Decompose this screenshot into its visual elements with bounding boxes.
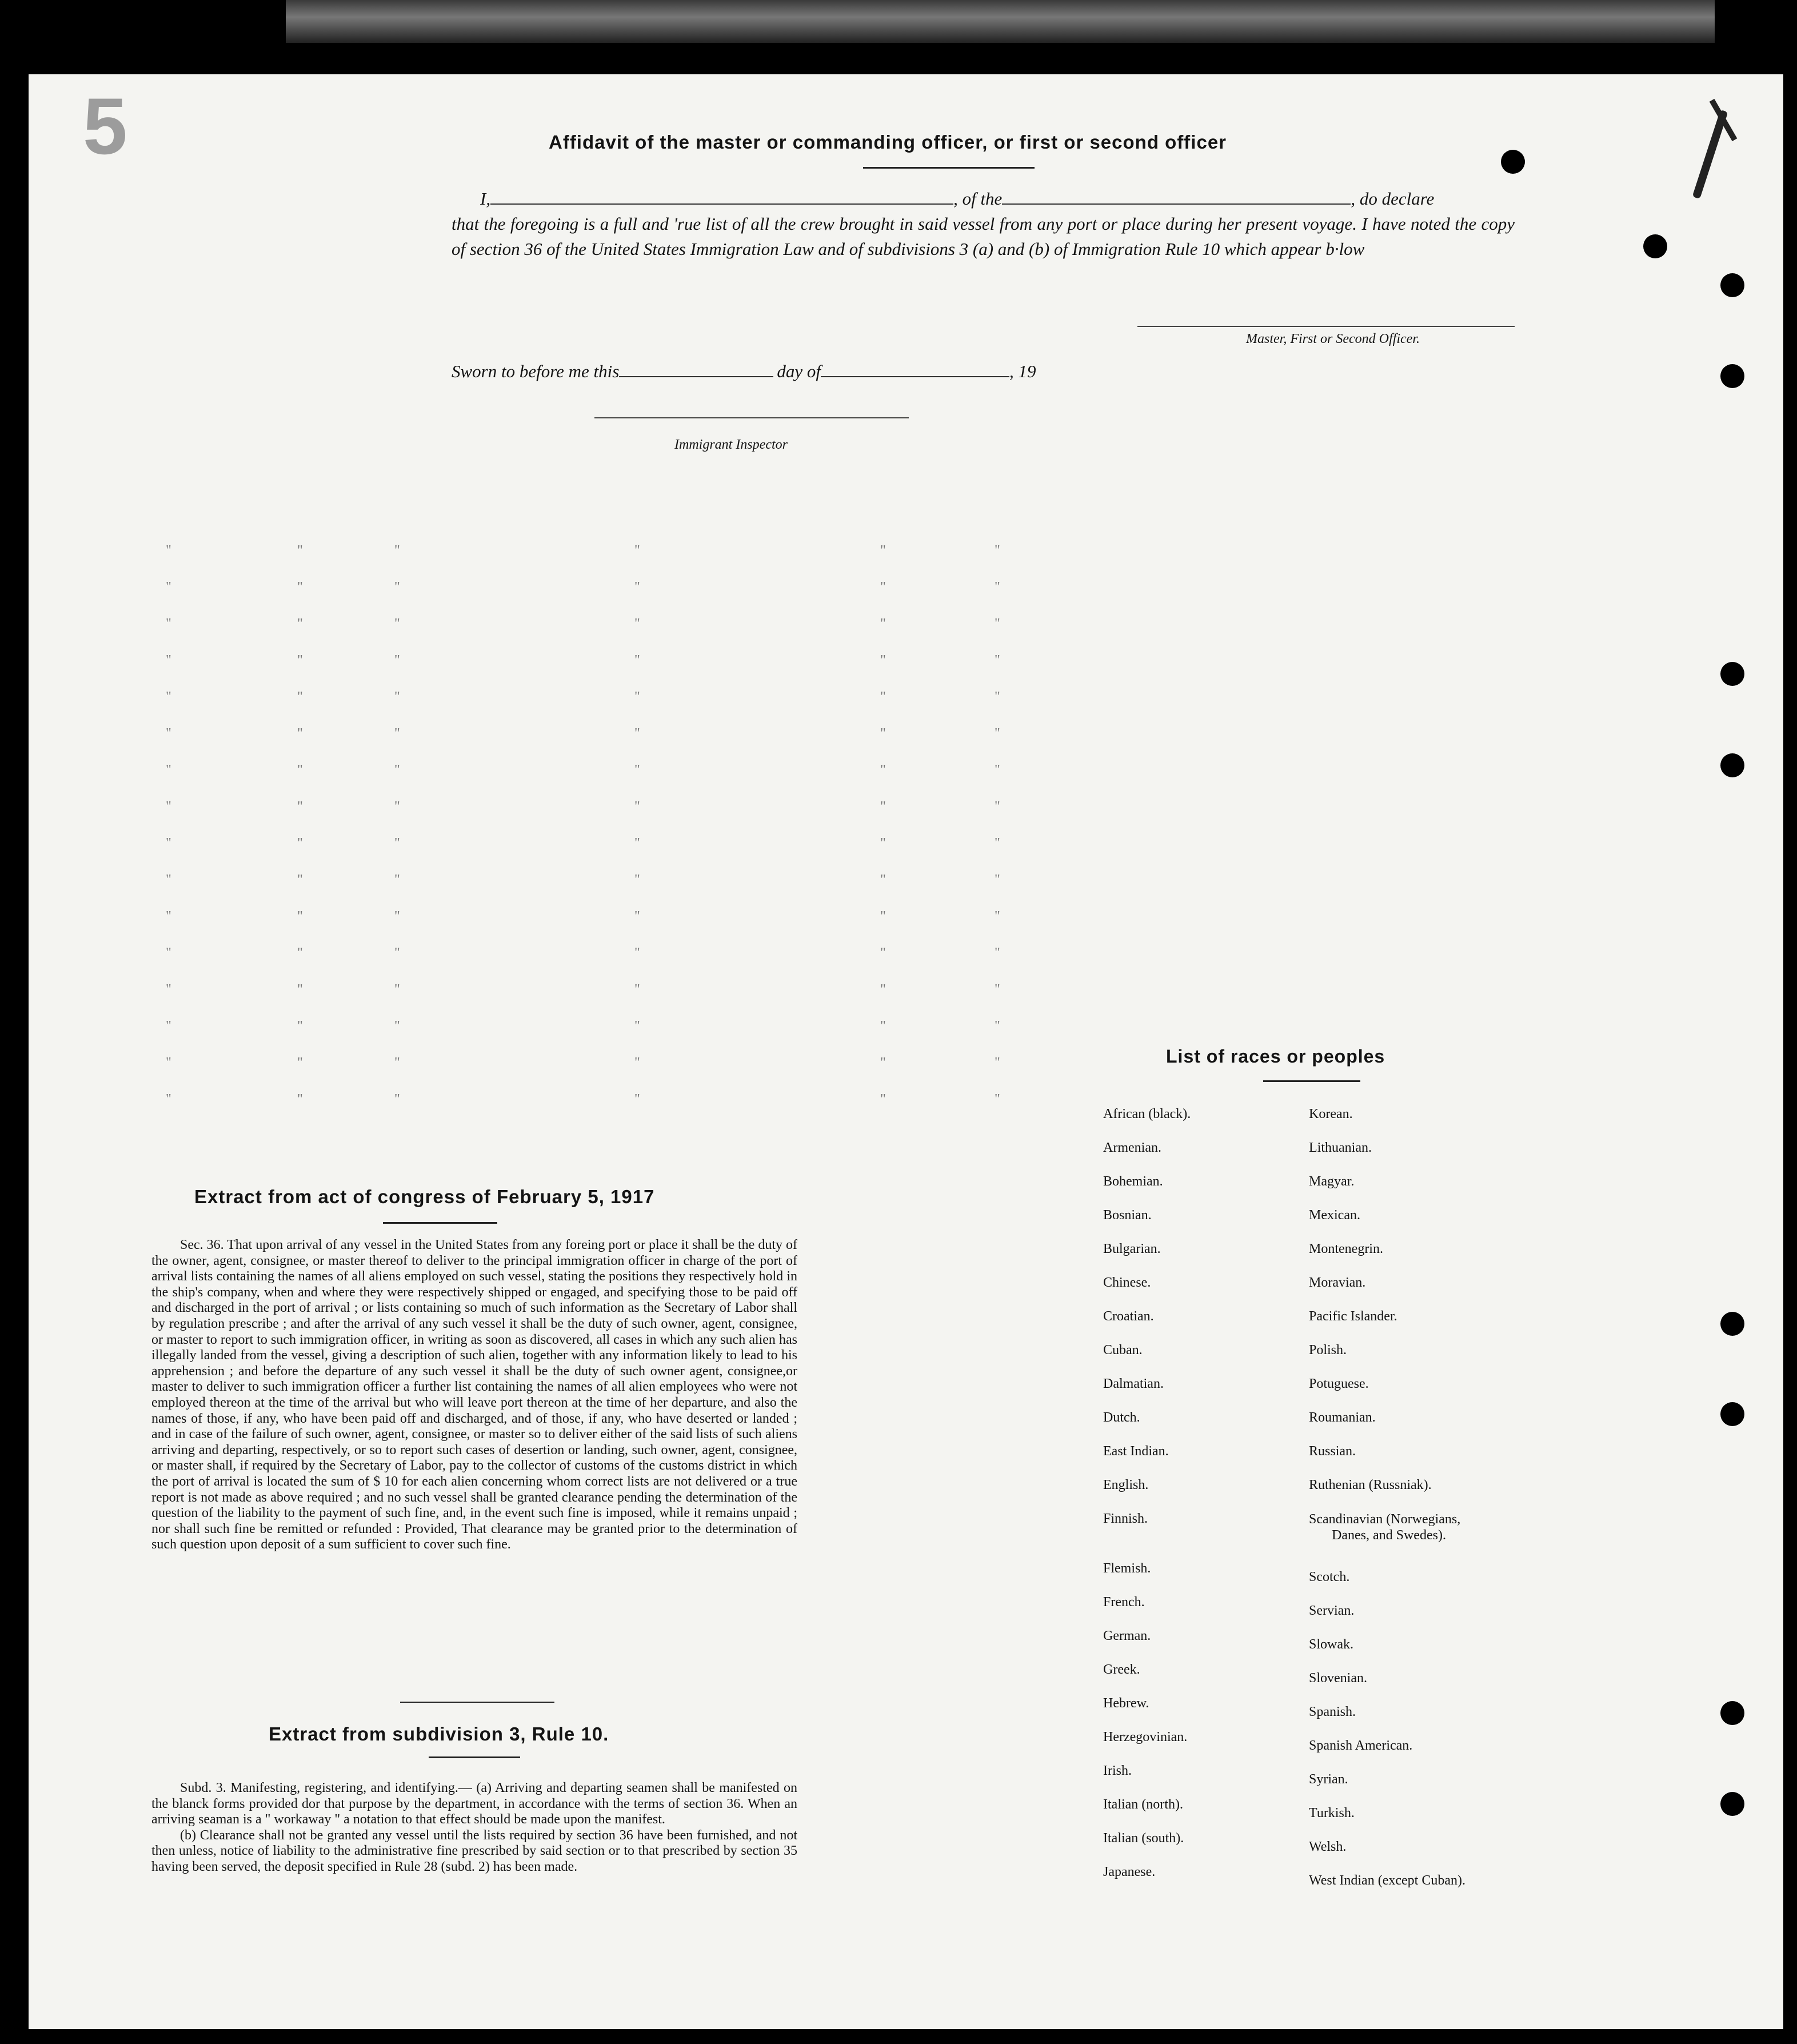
inspector-signature-line[interactable] <box>594 417 909 418</box>
ditto-mark: " <box>394 1019 400 1033</box>
ditto-mark: " <box>995 799 1000 814</box>
ditto-mark: " <box>995 945 1000 960</box>
ditto-mark: " <box>297 909 303 924</box>
year-prefix: , 19 <box>1009 361 1036 381</box>
punch-hole <box>1720 1402 1744 1426</box>
ditto-mark: " <box>297 982 303 997</box>
race-item: Polish. <box>1309 1343 1347 1358</box>
ditto-mark: " <box>634 945 640 960</box>
race-item: Potuguese. <box>1309 1376 1369 1391</box>
ditto-mark: " <box>880 762 886 777</box>
races-title: List of races or peoples <box>1166 1046 1385 1067</box>
race-item: Syrian. <box>1309 1772 1348 1787</box>
race-item: Bosnian. <box>1103 1208 1152 1223</box>
ditto-mark: " <box>634 762 640 777</box>
ditto-mark: " <box>394 836 400 851</box>
ditto-mark: " <box>634 1019 640 1033</box>
ditto-mark: " <box>880 726 886 741</box>
ditto-mark: " <box>394 762 400 777</box>
race-item: Armenian. <box>1103 1140 1161 1155</box>
document-page <box>29 74 1783 2029</box>
ditto-mark: " <box>995 836 1000 851</box>
ditto-mark: " <box>634 1055 640 1070</box>
ditto-mark: " <box>166 945 171 960</box>
ditto-mark: " <box>995 762 1000 777</box>
race-item: Spanish American. <box>1309 1738 1413 1753</box>
rule-extract-title: Extract from subdivision 3, Rule 10. <box>269 1723 609 1744</box>
ditto-mark: " <box>166 653 171 668</box>
section-divider <box>400 1702 554 1703</box>
ditto-mark: " <box>880 1055 886 1070</box>
race-item: Chinese. <box>1103 1275 1151 1290</box>
race-item: Finnish. <box>1103 1511 1148 1526</box>
ditto-mark: " <box>880 945 886 960</box>
ditto-mark: " <box>634 689 640 704</box>
race-item: French. <box>1103 1595 1145 1610</box>
ditto-mark: " <box>394 799 400 814</box>
ditto-mark: " <box>995 726 1000 741</box>
race-item: Irish. <box>1103 1763 1132 1778</box>
race-item: Pacific Islander. <box>1309 1309 1397 1324</box>
ditto-mark: " <box>394 580 400 594</box>
ditto-mark: " <box>166 689 171 704</box>
day-of-label: day of <box>777 361 821 381</box>
ditto-mark: " <box>166 799 171 814</box>
ditto-mark: " <box>880 1092 886 1107</box>
ditto-mark: " <box>880 689 886 704</box>
ditto-mark: " <box>634 726 640 741</box>
ditto-mark: " <box>995 689 1000 704</box>
ditto-mark: " <box>297 872 303 887</box>
race-item: Greek. <box>1103 1662 1140 1677</box>
ditto-mark: " <box>166 616 171 631</box>
ditto-mark: " <box>394 945 400 960</box>
page-number: 5 <box>83 81 127 171</box>
ditto-mark: " <box>880 616 886 631</box>
ditto-mark: " <box>995 1055 1000 1070</box>
ditto-mark: " <box>995 543 1000 558</box>
ditto-mark: " <box>297 945 303 960</box>
race-item: Ruthenian (Russniak). <box>1309 1478 1432 1492</box>
race-item: Italian (north). <box>1103 1797 1183 1812</box>
ditto-mark: " <box>297 1055 303 1070</box>
ditto-mark: " <box>634 836 640 851</box>
ditto-mark: " <box>297 836 303 851</box>
ditto-mark: " <box>166 836 171 851</box>
punch-hole <box>1643 234 1667 258</box>
ditto-mark: " <box>995 580 1000 594</box>
ditto-mark: " <box>166 726 171 741</box>
race-item: Cuban. <box>1103 1343 1143 1358</box>
race-item: Moravian. <box>1309 1275 1366 1290</box>
race-item: German. <box>1103 1628 1151 1643</box>
ditto-mark: " <box>297 653 303 668</box>
vessel-blank[interactable] <box>1002 187 1351 205</box>
ditto-mark: " <box>166 543 171 558</box>
race-item: Slovenian. <box>1309 1671 1367 1686</box>
affidavit-body <box>452 186 1515 262</box>
ditto-mark: " <box>634 653 640 668</box>
inspector-label: Immigrant Inspector <box>674 437 788 452</box>
ditto-mark: " <box>166 1019 171 1033</box>
race-item: Japanese. <box>1103 1865 1156 1879</box>
punch-hole <box>1720 1701 1744 1725</box>
ditto-mark: " <box>394 909 400 924</box>
ditto-mark: " <box>634 1092 640 1107</box>
sworn-line <box>452 360 1036 382</box>
ditto-mark: " <box>297 1092 303 1107</box>
race-item: Korean. <box>1309 1107 1353 1121</box>
ditto-mark: " <box>995 1019 1000 1033</box>
ditto-mark: " <box>166 982 171 997</box>
act-extract-paragraph: Sec. 36. That upon arrival of any vessel in the United States from any foreing port or place it shall be the duty of the owner, agent, consignee, or master thereof to deliver to the principal immigration officer in charge of the port of arrival lists containing the names of all aliens employed on such vessel, stating the positions they respectively hold in the ship's company, when and where they were respectively shipped or engaged, and specifying those to be paid off and discharged in the port of arrival ; or lists containing so much of such information as the Secretary of Labor shall by regulation prescribe ; and after the arrival of any such vessel it shall be the duty of such owner, agent, consignee, or master to report to such immigration officer, in writing as soon as discovered, all cases in which any such alien has illegally landed from the vessel, giving a description of such alien, together with any information likely to lead to his apprehension ; and before the departure of any such vessel it shall be the duty of such owner agent, consignee,or master to deliver to such immigration officer a further list containing the names of all alien employees who were not employed thereon at the time of the arrival but who will leave port thereon at the time of her departure, and also the names of those, if any, who have been paid off and discharged, and of those, if any, who have deserted or landed ; and in case of the failure of such owner, agent, consignee, or master so to deliver either of the said lists of such aliens arriving and departing, respectively, or so to report such cases of desertion or landing, such owner, agent, consignee, or master shall, if required by the Secretary of Labor, pay to the collector of customs of the customs district in which the port of arrival is located the sum of $ 10 for each alien concerning whom correct lists are not delivered or a true report is not made as above required ; and no such vessel shall be granted clearance pending the determination of the question of the liability to the payment of such fine, and, in the event such fine is imposed, while it remains unpaid ; nor shall such fine be remitted or refunded : Provided, That clearance may be granted prior to the determination of such question upon deposit of a sum sufficient to cover such fine. <box>151 1237 797 1552</box>
affidavit-title: Affidavit of the master or commanding officer, or first or second officer <box>549 131 1227 153</box>
race-item: Roumanian. <box>1309 1410 1376 1425</box>
ditto-mark: " <box>297 689 303 704</box>
race-item: Hebrew. <box>1103 1696 1149 1711</box>
ditto-mark: " <box>880 982 886 997</box>
race-item: Dalmatian. <box>1103 1376 1164 1391</box>
race-item: Montenegrin. <box>1309 1241 1383 1256</box>
ditto-mark: " <box>166 872 171 887</box>
ditto-mark: " <box>297 543 303 558</box>
ditto-mark: " <box>297 616 303 631</box>
race-item: East Indian. <box>1103 1444 1169 1459</box>
ditto-mark: " <box>394 1055 400 1070</box>
ditto-mark: " <box>995 982 1000 997</box>
race-item: Bulgarian. <box>1103 1241 1161 1256</box>
race-item: Welsh. <box>1309 1839 1347 1854</box>
ditto-mark: " <box>394 616 400 631</box>
master-signature-line[interactable] <box>1137 326 1515 327</box>
ditto-mark: " <box>166 1092 171 1107</box>
punch-hole <box>1720 662 1744 686</box>
race-item: Flemish. <box>1103 1561 1151 1576</box>
ditto-mark: " <box>166 1055 171 1070</box>
race-item: Croatian. <box>1103 1309 1154 1324</box>
ditto-mark: " <box>297 762 303 777</box>
race-item: Mexican. <box>1309 1208 1360 1223</box>
ditto-mark: " <box>394 689 400 704</box>
ditto-mark: " <box>394 1092 400 1107</box>
ditto-mark: " <box>634 982 640 997</box>
ditto-mark: " <box>995 909 1000 924</box>
ditto-mark: " <box>634 580 640 594</box>
affidavit-text: that the foregoing is a full and 'rue list of all the crew brought in said vessel from any port or place during her present voyage. I have noted the copy of section 36 of the United States Immigration Law and of subdivisions 3 (a) and (b) of Immigration Rule 10 which appear b·low <box>452 214 1515 259</box>
race-item: African (black). <box>1103 1107 1191 1121</box>
race-item: Slowak. <box>1309 1637 1353 1652</box>
sworn-day-blank[interactable] <box>619 360 773 377</box>
punch-hole <box>1720 273 1744 297</box>
ditto-mark: " <box>297 1019 303 1033</box>
ditto-mark: " <box>880 872 886 887</box>
ditto-mark: " <box>880 580 886 594</box>
ditto-mark: " <box>880 543 886 558</box>
race-item: Bohemian. <box>1103 1174 1163 1189</box>
race-item: Turkish. <box>1309 1806 1355 1821</box>
race-item: Lithuanian. <box>1309 1140 1372 1155</box>
ditto-mark: " <box>394 872 400 887</box>
ditto-mark: " <box>634 799 640 814</box>
races-title-rule <box>1263 1080 1360 1082</box>
ditto-mark: " <box>880 836 886 851</box>
ditto-mark: " <box>166 909 171 924</box>
ditto-mark: " <box>297 726 303 741</box>
race-item: Magyar. <box>1309 1174 1355 1189</box>
race-item: Italian (south). <box>1103 1831 1184 1846</box>
punch-hole <box>1720 364 1744 388</box>
race-item: Danes, and Swedes). <box>1332 1528 1446 1543</box>
ditto-mark: " <box>880 653 886 668</box>
ditto-mark: " <box>634 909 640 924</box>
act-extract-title: Extract from act of congress of February 5, 1917 <box>194 1186 655 1207</box>
ditto-mark: " <box>394 543 400 558</box>
race-item: English. <box>1103 1478 1149 1492</box>
races-column-2 <box>1309 1097 1465 1898</box>
ditto-mark: " <box>394 653 400 668</box>
sworn-label: Sworn to before me this <box>452 361 620 381</box>
punch-hole <box>1720 753 1744 777</box>
race-item: Scotch. <box>1309 1570 1350 1584</box>
scan-top-strip <box>286 0 1715 43</box>
ditto-mark: " <box>995 653 1000 668</box>
ditto-mark: " <box>995 1092 1000 1107</box>
punch-hole <box>1720 1792 1744 1816</box>
affidavit-of-the-label: , of the <box>953 189 1003 209</box>
ditto-mark: " <box>297 799 303 814</box>
ditto-mark: " <box>394 726 400 741</box>
ditto-mark: " <box>880 909 886 924</box>
ditto-mark: " <box>634 543 640 558</box>
ditto-mark: " <box>166 580 171 594</box>
ditto-mark: " <box>297 580 303 594</box>
act-extract-text <box>151 1237 797 1553</box>
ditto-mark: " <box>995 616 1000 631</box>
affidavit-declare-label: , do declare <box>1351 189 1435 209</box>
rule-extract-text <box>151 1780 797 1875</box>
affidavit-i-label: I, <box>480 189 491 209</box>
race-item: Herzegovinian. <box>1103 1730 1188 1744</box>
name-blank[interactable] <box>490 187 953 205</box>
race-item: Scandinavian (Norwegians, <box>1309 1512 1461 1527</box>
affidavit-title-rule <box>863 167 1035 169</box>
master-signature-label: Master, First or Second Officer. <box>1246 332 1420 346</box>
race-item: Spanish. <box>1309 1704 1356 1719</box>
ditto-mark: " <box>880 799 886 814</box>
race-item: Russian. <box>1309 1444 1356 1459</box>
race-item: West Indian (except Cuban). <box>1309 1873 1465 1888</box>
rule-extract-para-a: Subd. 3. Manifesting, registering, and identifying.— (a) Arriving and departing seamen shall be manifested on the blanck forms provided dor that purpose by the department, in accordance with the terms of section 36. When an arriving seaman is a " workaway " a notation to that effect should be made upon the manifest. <box>151 1780 797 1827</box>
ditto-mark: " <box>394 982 400 997</box>
races-column-1 <box>1103 1097 1191 1889</box>
punch-hole <box>1501 150 1525 174</box>
ditto-mark: " <box>166 762 171 777</box>
rule-extract-title-rule <box>429 1756 520 1758</box>
ditto-mark: " <box>634 616 640 631</box>
race-item: Servian. <box>1309 1603 1355 1618</box>
ditto-mark: " <box>995 872 1000 887</box>
sworn-month-blank[interactable] <box>821 360 1009 377</box>
rule-extract-para-b: (b) Clearance shall not be granted any vessel until the lists required by section 36 have been furnished, and not then unless, notice of liability to the administrative fine prescribed by said section or to that prescribed by section 35 having been served, the deposit specified in Rule 28 (subd. 2) has been made. <box>151 1827 797 1874</box>
punch-hole <box>1720 1312 1744 1336</box>
race-item: Dutch. <box>1103 1410 1140 1425</box>
ditto-mark: " <box>634 872 640 887</box>
act-extract-title-rule <box>383 1222 497 1224</box>
ditto-mark: " <box>880 1019 886 1033</box>
